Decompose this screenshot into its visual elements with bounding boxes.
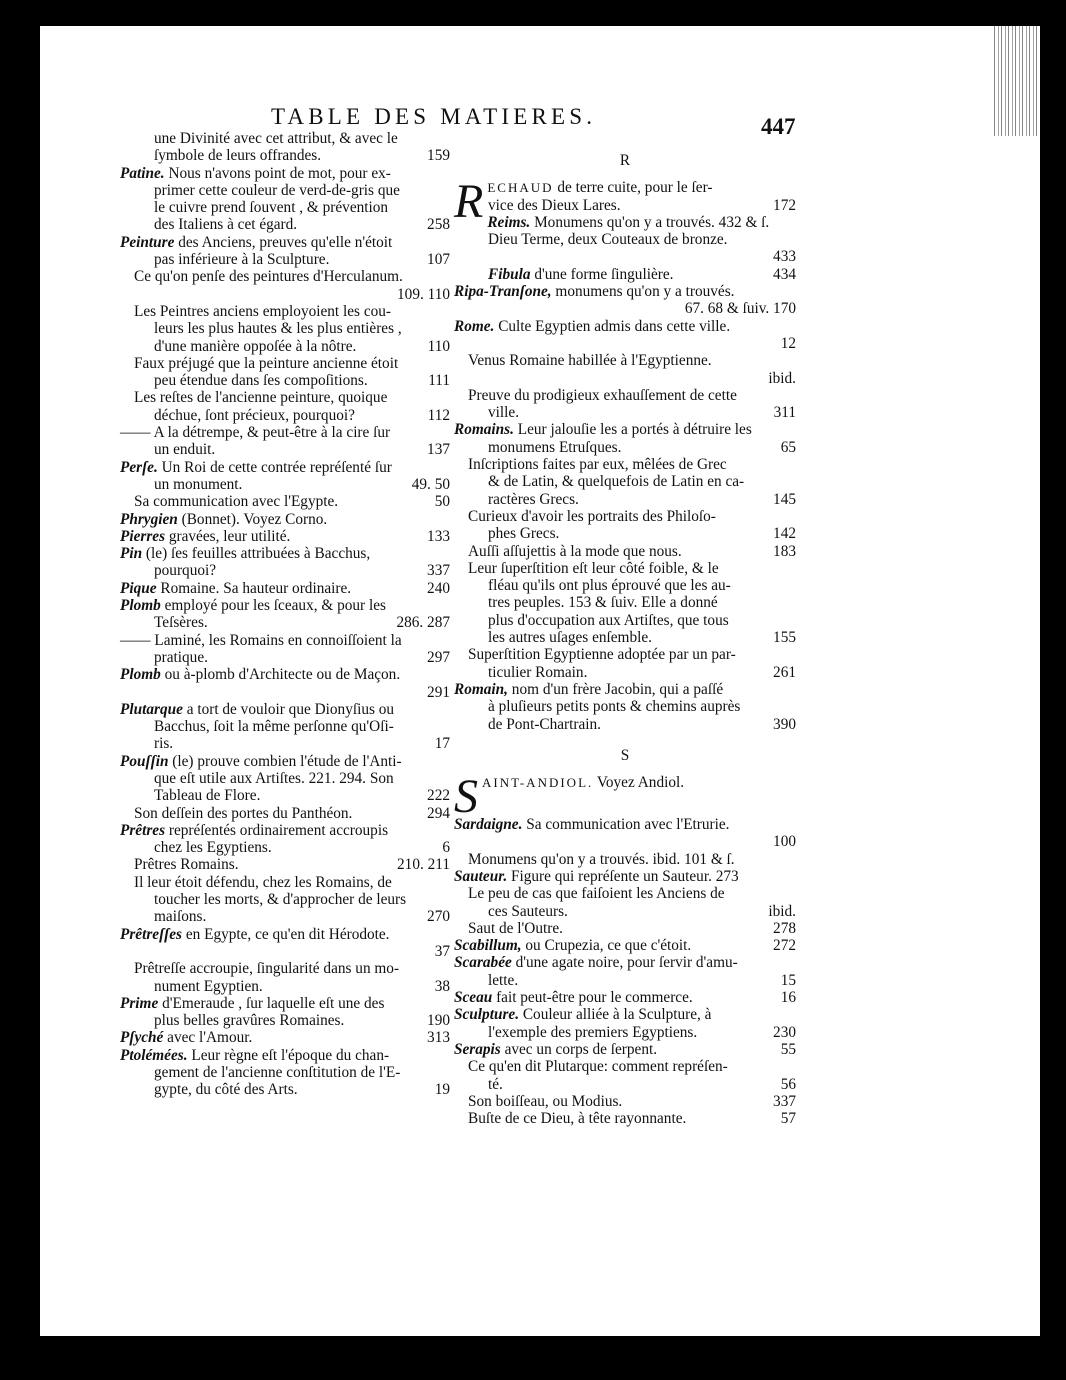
entry-headword: Serapis: [454, 1040, 501, 1058]
index-line: [454, 716, 796, 733]
index-line: [120, 182, 450, 199]
index-line: [454, 816, 796, 833]
entry-text: —— Laminé, les Romains en connoiſſoient la: [120, 631, 402, 649]
entry-headword: Phrygien: [120, 510, 178, 528]
entry-headword: Ripa-Tranſone,: [454, 283, 552, 301]
entry-text: repréſentés ordinairement accroupis: [165, 821, 389, 839]
index-line: [120, 649, 450, 666]
index-line: [120, 320, 450, 337]
entry-text: Buſte de ce Dieu, à tête rayonnante.: [468, 1110, 687, 1128]
page-reference: 240: [427, 579, 450, 597]
page-reference: 222: [427, 787, 450, 805]
entry-text: Son boiſſeau, ou Modius.: [468, 1092, 623, 1110]
entry-text: ou Crupezia, ce que c'étoit.: [521, 937, 692, 955]
index-line: [454, 1093, 796, 1110]
index-line: [454, 231, 796, 248]
index-line: [454, 920, 796, 937]
entry-text: plus belles gravûres Romaines.: [154, 1012, 345, 1030]
left-column: [120, 130, 450, 1099]
index-line: [454, 594, 796, 611]
section-r-entries: [454, 197, 796, 733]
entry-text: Leur ſuperſtition eſt leur côté foible, & le: [468, 559, 719, 577]
page-reference: 50: [434, 493, 450, 511]
entry-text: Teſsères.: [154, 614, 208, 632]
page-reference: 433: [773, 248, 796, 266]
index-line: [454, 868, 796, 885]
index-line: [120, 147, 450, 164]
entry-text: Ce qu'en dit Plutarque: comment repréſen-: [468, 1058, 728, 1076]
entry-headword: Ptolémées.: [120, 1046, 188, 1064]
index-line: [454, 885, 796, 902]
index-line: [454, 833, 796, 850]
entry-text: de terre cuite, pour le ſer-: [553, 179, 713, 197]
index-line: [454, 989, 796, 1006]
entry-text: Romaine. Sa hauteur ordinaire.: [156, 579, 352, 597]
drop-cap-r: R: [454, 175, 484, 229]
page-reference: 159: [427, 147, 450, 165]
index-line: [454, 851, 796, 868]
entry-headword: Scabillum,: [454, 937, 522, 955]
index-line: [120, 165, 450, 182]
index-line: [120, 908, 450, 925]
index-line: [454, 300, 796, 317]
index-line: [120, 666, 450, 683]
section-letter-r: R: [619, 152, 631, 169]
entry-text: à pluſieurs petits ponts & chemins auprès: [488, 698, 741, 716]
entry-text: Les Peintres anciens employoient les cou-: [134, 302, 391, 320]
page-reference: 258: [427, 216, 450, 234]
index-line: [120, 580, 450, 597]
index-line: [454, 491, 796, 508]
index-line: [120, 1012, 450, 1029]
entry-headword: Pſyché: [120, 1029, 164, 1047]
entry-text: fléau qu'ils ont plus éprouvé que les au-: [488, 577, 731, 595]
entry-text: tres peuples. 153 & ſuiv. Elle a donné: [488, 594, 718, 612]
page-reference: 6: [442, 839, 450, 857]
entry-text: Inſcriptions faites par eux, mêlées de Grec: [468, 456, 727, 474]
entry-text: leurs les plus hautes & les plus entières ,: [154, 320, 402, 338]
index-line: [120, 597, 450, 614]
index-line: [120, 995, 450, 1012]
index-line: [120, 891, 450, 908]
entry-headword: Romain,: [454, 680, 508, 698]
page-reference: 49. 50: [411, 475, 450, 493]
page-reference: 107: [427, 251, 450, 269]
page-reference: 294: [427, 804, 450, 822]
index-line: [454, 525, 796, 542]
entry-text: ville.: [488, 404, 520, 422]
entry-headword: Rome.: [454, 317, 495, 335]
page-reference: 37: [434, 942, 450, 960]
entry-text: & de Latin, & quelquefois de Latin en ca-: [488, 473, 745, 491]
entry-text: Leur jalouſie les a portés à détruire les: [513, 421, 752, 439]
entry-text: le cuivre prend ſouvent , & prévention: [154, 199, 389, 217]
index-line: [120, 1081, 450, 1098]
index-line: [454, 646, 796, 663]
entry-text: Sa communication avec l'Etrurie.: [522, 816, 730, 834]
index-line: [120, 978, 450, 995]
page-reference: 16: [780, 989, 796, 1007]
entry-text: Monumens qu'on y a trouvés. 432 & ſ.: [530, 213, 770, 231]
entry-text: plus d'occupation aux Artiſtes, que tous: [488, 611, 729, 629]
entry-text: ractères Grecs.: [488, 490, 579, 508]
index-line: [120, 372, 450, 389]
index-line: [120, 805, 450, 822]
entry-headword: AINT-ANDIOL.: [482, 775, 594, 791]
entry-text: fait peut-être pour le commerce.: [492, 989, 693, 1007]
entry-text: gement de l'ancienne conſtitution de l'E-: [154, 1064, 401, 1082]
entry-text: d'une forme ſingulière.: [530, 265, 674, 283]
page-reference: 210. 211: [397, 856, 450, 874]
page-reference: 110: [427, 337, 450, 355]
index-line: [454, 214, 796, 231]
index-line: [454, 1076, 796, 1093]
entry-headword: Prêtreſſes: [120, 925, 183, 943]
scan-edge-artifact: [992, 26, 1040, 136]
index-line: [120, 355, 450, 372]
index-line: [120, 493, 450, 510]
index-line: [120, 511, 450, 528]
entry-headword: Scarabée: [454, 954, 512, 972]
entry-text: pourquoi?: [154, 562, 217, 580]
index-line: [454, 903, 796, 920]
entry-text: ris.: [154, 735, 174, 753]
entry-text: Faux préjugé que la peinture ancienne étoit: [134, 354, 399, 372]
entry-headword: Plutarque: [120, 700, 183, 718]
page-reference: 19: [434, 1081, 450, 1099]
index-line: [120, 303, 450, 320]
entry-text: ou à-plomb d'Architecte ou de Maçon.: [160, 666, 401, 684]
page-reference: 270: [427, 908, 450, 926]
entry-text: peu étendue dans ſes compoſitions.: [154, 372, 368, 390]
index-line: [454, 370, 796, 387]
index-line: [120, 753, 450, 770]
index-line: [454, 972, 796, 989]
entry-text: d'une agate noire, pour ſervir d'amu-: [511, 954, 738, 972]
index-line: [454, 1041, 796, 1058]
index-line: [454, 318, 796, 335]
entry-text: les autres uſages enſemble.: [488, 629, 652, 647]
index-line: [120, 389, 450, 406]
index-line: [454, 1024, 796, 1041]
entry-text: en Egypte, ce qu'en dit Hérodote.: [182, 925, 390, 943]
entry-text: Venus Romaine habillée à l'Egyptienne.: [468, 352, 712, 370]
page-reference: 109. 110: [397, 285, 450, 303]
index-line: [120, 874, 450, 891]
index-line: [454, 1058, 796, 1075]
drop-cap-s: S: [454, 770, 478, 824]
entry-text: Preuve du prodigieux exhauſſement de cette: [468, 386, 737, 404]
page-reference: 183: [773, 542, 796, 560]
entry-text: Auſſi aſſujettis à la mode que nous.: [468, 542, 682, 560]
entry-text: pratique.: [154, 648, 208, 666]
index-line: [454, 421, 796, 438]
entry-text: employé pour les ſceaux, & pour les: [160, 597, 386, 615]
entry-headword: Sauteur.: [454, 867, 508, 885]
page-reference: 112: [427, 406, 450, 424]
index-line: [454, 698, 796, 715]
index-line: [454, 266, 796, 283]
entry-text: phes Grecs.: [488, 525, 560, 543]
index-line: [120, 545, 450, 562]
index-line: [120, 943, 450, 960]
entry-headword: Plomb: [120, 666, 161, 684]
page-reference: 155: [773, 629, 796, 647]
page-reference: 311: [773, 404, 796, 422]
page-reference: 261: [773, 663, 796, 681]
index-line: [454, 612, 796, 629]
index-line: [454, 387, 796, 404]
entry-text: Bacchus, ſoit la même perſonne qu'Oſi-: [154, 718, 394, 736]
page-reference: 390: [773, 715, 796, 733]
page-reference: 111: [428, 372, 450, 390]
entry-text: Son deſſein des portes du Panthéon.: [134, 804, 353, 822]
index-line: [120, 407, 450, 424]
index-line: [120, 251, 450, 268]
entry-text: un enduit.: [154, 441, 216, 459]
entry-text: gravées, leur utilité.: [165, 527, 291, 545]
index-line: [120, 424, 450, 441]
index-line: [120, 441, 450, 458]
entry-text: toucher les morts, & d'approcher de leurs: [154, 891, 407, 909]
index-line: [454, 664, 796, 681]
page-reference: 272: [773, 937, 796, 955]
entry-text: (le) prouve combien l'étude de l'Anti-: [168, 752, 402, 770]
entry-text: ces Sauteurs.: [488, 902, 568, 920]
page-reference: 17: [434, 735, 450, 753]
entry-text: Saut de l'Outre.: [468, 919, 563, 937]
index-line: [454, 508, 796, 525]
page-number: 447: [761, 114, 796, 139]
page-reference: 145: [773, 490, 796, 508]
index-line: [120, 735, 450, 752]
index-line: [454, 439, 796, 456]
page-reference: 286. 287: [396, 614, 450, 632]
page-reference: 278: [773, 919, 796, 937]
page-reference: 230: [773, 1023, 796, 1041]
index-line: [120, 770, 450, 787]
index-line: [120, 216, 450, 233]
entry-text: Il leur étoit défendu, chez les Romains, de: [134, 873, 392, 891]
page-reference: 313: [427, 1029, 450, 1047]
index-line: [454, 248, 796, 265]
index-line: [120, 787, 450, 804]
entry-headword: Romains.: [454, 421, 514, 439]
entry-text: nument Egyptien.: [154, 977, 263, 995]
entry-text: que eſt utile aux Artiſtes. 221. 294. Son: [154, 769, 394, 787]
index-line: [454, 577, 796, 594]
entry-text: des Anciens, preuves qu'elle n'étoit: [174, 233, 393, 251]
index-line: [454, 543, 796, 560]
index-line: [120, 701, 450, 718]
entry-text: Curieux d'avoir les portraits des Philoſo-: [468, 507, 716, 525]
entry-text: des Italiens à cet égard.: [154, 216, 298, 234]
index-line: [120, 476, 450, 493]
entry-headword: Fibula: [488, 265, 531, 283]
entry-text: un monument.: [154, 475, 243, 493]
index-line: [120, 459, 450, 476]
entry-text: Voyez Andiol.: [593, 774, 685, 792]
entry-text: Sa communication avec l'Egypte.: [134, 493, 339, 511]
entry-text: Prêtres Romains.: [134, 856, 239, 874]
index-line: [120, 1064, 450, 1081]
entry-text: té.: [488, 1075, 503, 1093]
entry-text: primer cette couleur de verd-de-gris que: [154, 181, 400, 199]
page-reference: 15: [780, 971, 796, 989]
entry-text: une Divinité avec cet attribut, & avec le: [154, 130, 398, 147]
index-line: [120, 286, 450, 303]
entry-text: avec l'Amour.: [163, 1029, 253, 1047]
index-line: [454, 352, 796, 369]
index-line: [120, 684, 450, 701]
entry-text: maiſons.: [154, 908, 207, 926]
entry-text: (le) ſes feuilles attribuées à Bacchus,: [142, 545, 371, 563]
entry-text: Monumens qu'on y a trouvés. ibid. 101 & ſ.: [468, 850, 735, 868]
entry-text: de Pont-Chartrain.: [488, 715, 602, 733]
entry-headword: Prêtres: [120, 821, 166, 839]
page-reference: 38: [434, 977, 450, 995]
entry-text: a tort de vouloir que Dionyſius ou: [182, 700, 395, 718]
index-line: [454, 404, 796, 421]
entry-text: Leur règne eſt l'époque du chan-: [187, 1046, 390, 1064]
entry-headword: Sceau: [454, 989, 493, 1007]
page-reference: 55: [780, 1040, 796, 1058]
entry-text: d'une manière oppoſée à la nôtre.: [154, 337, 357, 355]
entry-headword: Pierres: [120, 527, 166, 545]
entry-text: vice des Dieux Lares.: [488, 196, 621, 214]
entry-text: Le peu de cas que faiſoient les Anciens de: [468, 885, 725, 903]
entry-headword: Plomb: [120, 597, 161, 615]
entry-headword: Perſe.: [120, 458, 158, 476]
entry-text: monumens Etruſques.: [488, 438, 622, 456]
page-reference: 434: [773, 265, 796, 283]
right-column: [454, 146, 796, 1127]
entry-text: Les reſtes de l'ancienne peinture, quoique: [134, 389, 388, 407]
entry-headword: ECHAUD: [487, 180, 554, 196]
index-line: [454, 937, 796, 954]
entry-text: ſymbole de leurs offrandes.: [154, 147, 322, 165]
entry-text: avec un corps de ſerpent.: [500, 1040, 658, 1058]
page-reference: 137: [427, 441, 450, 459]
index-line: [454, 1006, 796, 1023]
entry-headword: Pouſſin: [120, 752, 169, 770]
entry-text: Un Roi de cette contrée repréſenté ſur: [157, 458, 392, 476]
entry-text: lette.: [488, 971, 519, 989]
section-s-entries: [454, 816, 796, 1127]
entry-headword: Prime: [120, 994, 159, 1012]
index-line: [120, 614, 450, 631]
page-reference: 12: [780, 334, 796, 352]
entry-text: déchue, ſont précieux, pourquoi?: [154, 406, 355, 424]
index-line: [120, 1047, 450, 1064]
page-reference: 297: [427, 648, 450, 666]
entry-headword: Sculpture.: [454, 1006, 520, 1024]
entry-text: ticulier Romain.: [488, 663, 588, 681]
index-line: [454, 456, 796, 473]
index-line: [120, 338, 450, 355]
index-line: [120, 562, 450, 579]
page-reference: ibid.: [768, 902, 796, 920]
index-line: [120, 632, 450, 649]
page-reference: 57: [780, 1110, 796, 1128]
entry-text: nom d'un frère Jacobin, qui a paſſé: [507, 680, 724, 698]
index-line: [454, 335, 796, 352]
entry-text: Nous n'avons point de mot, pour ex-: [164, 164, 391, 182]
index-line: [120, 960, 450, 977]
entry-text: Figure qui repréſente un Sauteur. 273: [507, 867, 739, 885]
index-line: [120, 199, 450, 216]
entry-text: pas inférieure à la Sculpture.: [154, 251, 330, 269]
index-line: [454, 197, 796, 214]
page-reference: 190: [427, 1012, 450, 1030]
index-line: [454, 560, 796, 577]
page-title: TABLE DES MATIERES.: [271, 104, 597, 129]
entry-headword: Pin: [120, 545, 143, 563]
entry-text: Dieu Terme, deux Couteaux de bronze.: [488, 231, 728, 249]
index-line: [120, 856, 450, 873]
index-line: [120, 926, 450, 943]
entry-text: d'Emeraude , ſur laquelle eſt une des: [158, 994, 385, 1012]
index-line: [120, 234, 450, 251]
entry-text: gypte, du côté des Arts.: [154, 1081, 298, 1099]
section-letter-s: S: [620, 746, 630, 764]
page-reference: ibid.: [768, 369, 796, 387]
page-reference: 65: [780, 438, 796, 456]
entry-headword: Reims.: [487, 213, 531, 231]
index-line: [454, 954, 796, 971]
entry-text: monumens qu'on y a trouvés.: [551, 283, 735, 301]
entry-text: Tableau de Flore.: [154, 787, 261, 805]
index-entry-saint-andiol: [454, 770, 796, 824]
entry-text: l'exemple des premiers Egyptiens.: [488, 1023, 698, 1041]
index-line: [120, 528, 450, 545]
page-reference: 142: [773, 525, 796, 543]
index-line: [454, 629, 796, 646]
entry-text: (Bonnet). Voyez Corno.: [177, 510, 328, 528]
entry-headword: Peinture: [120, 233, 175, 251]
index-line: [120, 1029, 450, 1046]
index-line: [120, 268, 450, 285]
page-reference: 56: [780, 1075, 796, 1093]
entry-headword: Pique: [120, 579, 157, 597]
index-line: [120, 822, 450, 839]
page-reference: 100: [773, 833, 796, 851]
entry-headword: Patine.: [120, 164, 165, 182]
page-reference: 67. 68 & ſuiv. 170: [684, 300, 796, 318]
index-line: [454, 473, 796, 490]
index-line: [120, 839, 450, 856]
page-reference: 337: [773, 1092, 796, 1110]
index-line: [454, 1110, 796, 1127]
entry-text: Ce qu'on penſe des peintures d'Herculanum.: [134, 268, 403, 286]
page-reference: 133: [427, 527, 450, 545]
index-line: [454, 681, 796, 698]
entry-text: —— A la détrempe, & peut-être à la cire ſur: [120, 424, 391, 442]
entry-text: chez les Egyptiens.: [154, 839, 272, 857]
entry-text: Superſtition Egyptienne adoptée par un par-: [468, 646, 736, 664]
entry-text: Culte Egyptien admis dans cette ville.: [494, 317, 731, 335]
index-line: [120, 718, 450, 735]
page-reference: 172: [773, 196, 796, 214]
entry-headword: Sardaigne.: [454, 816, 523, 834]
index-line: [454, 283, 796, 300]
entry-text: Couleur alliée à la Sculpture, à: [519, 1006, 712, 1024]
page-reference: 291: [427, 683, 450, 701]
page-reference: 337: [427, 562, 450, 580]
entry-text: Prêtreſſe accroupie, ſingularité dans un mo-: [134, 960, 400, 978]
index-line: [120, 130, 450, 147]
